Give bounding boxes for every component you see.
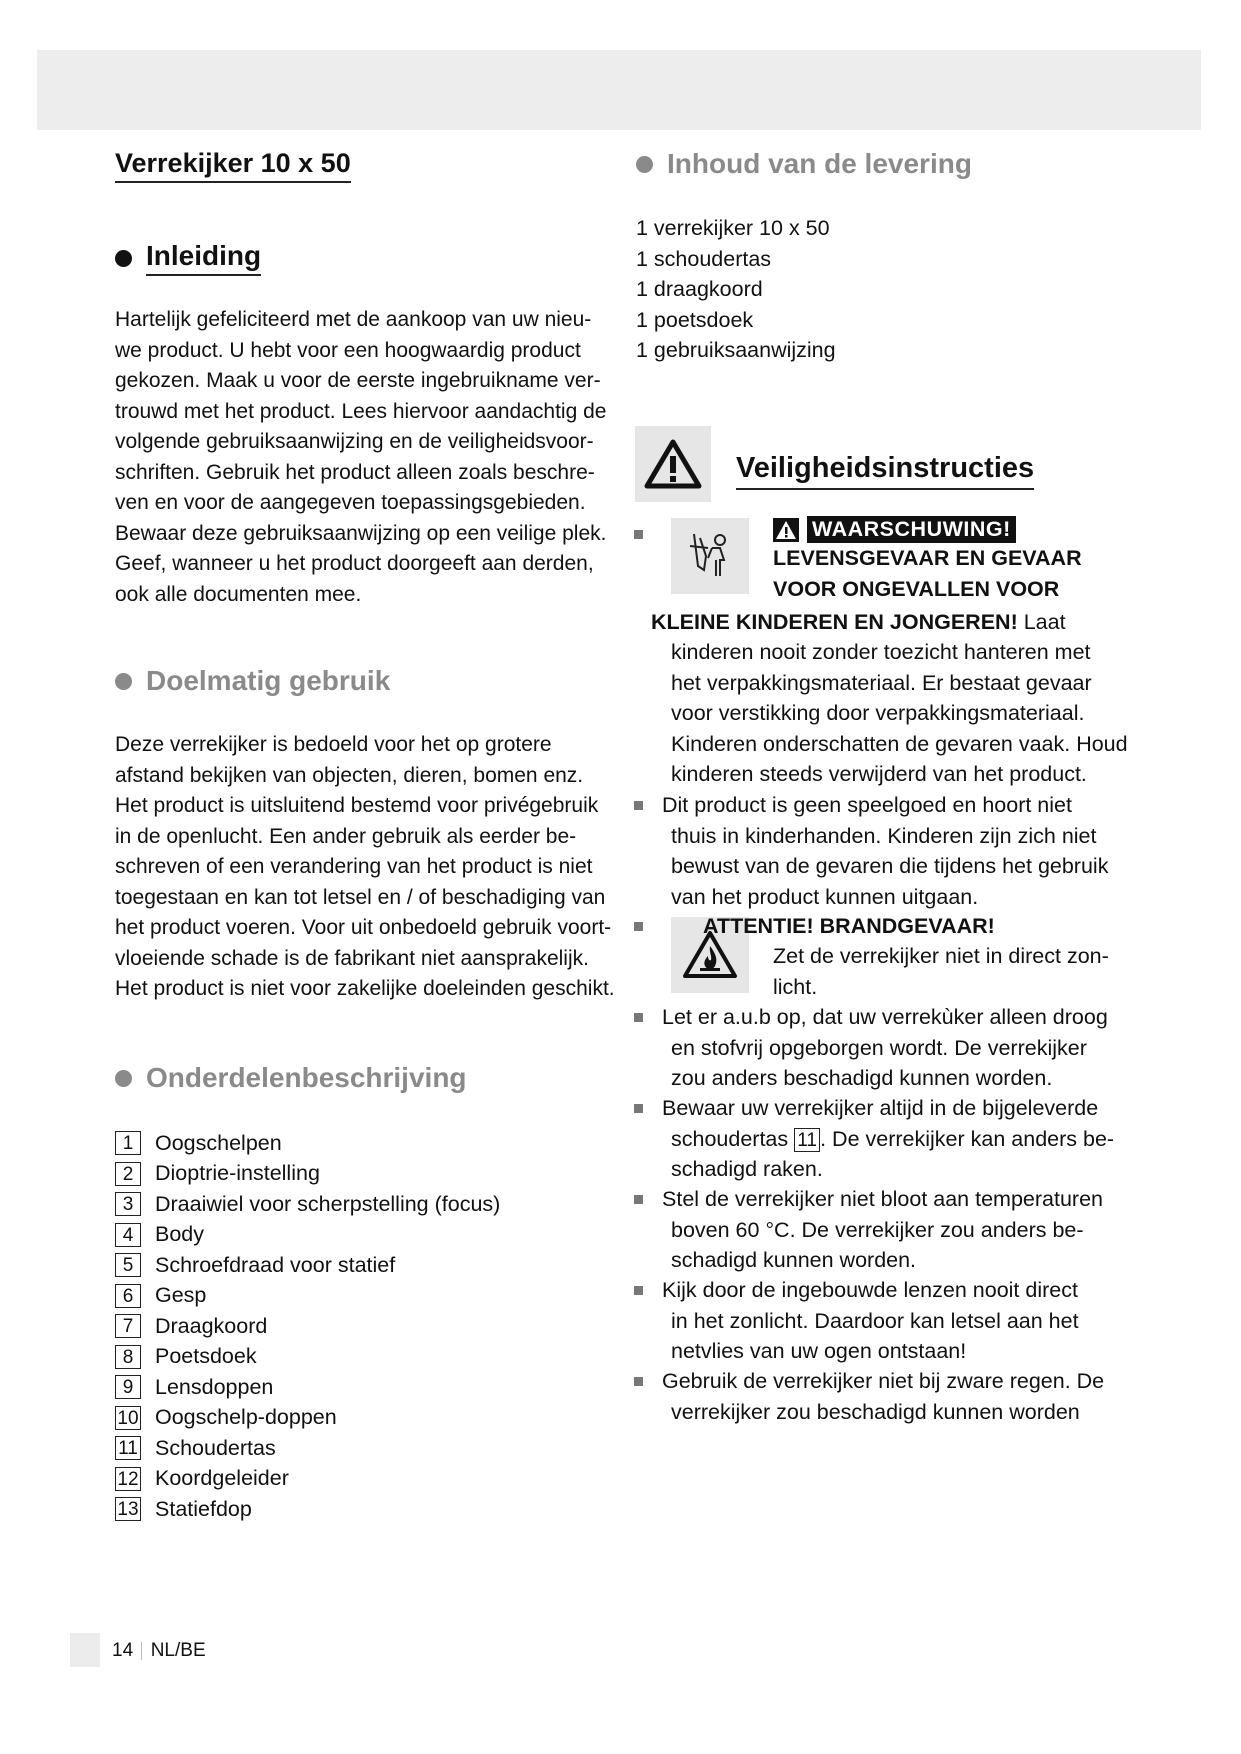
delivery-heading: Inhoud van de levering xyxy=(636,148,972,180)
bullet-square-icon xyxy=(634,801,643,810)
bullet-square-icon xyxy=(634,1013,643,1022)
warning-badge: WAARSCHUWING! xyxy=(807,516,1016,543)
intro-heading: Inleiding xyxy=(115,240,261,276)
list-item: 1 draagkoord xyxy=(636,277,763,301)
list-item: 6 Gesp xyxy=(115,1281,500,1312)
list-item: 5 Schroefdraad voor statief xyxy=(115,1250,500,1281)
list-item: 1 Oogschelpen xyxy=(115,1128,500,1159)
rain-text: Gebruik de verrekijker niet bij zware regen. De verrekijker zou beschadigd kunnen worden xyxy=(662,1369,1105,1424)
list-item: 3 Draaiwiel voor scherpstelling (focus) xyxy=(115,1189,500,1220)
bullet-icon xyxy=(115,1070,132,1087)
bullet-square-icon xyxy=(634,1195,643,1204)
intro-text: Hartelijk gefeliciteerd met de aankoop van uw nieu- we product. U hebt voor een hoogwaardig product gekozen. Maak u voor de eerste ingebruikname ver- trouwd met het product. Lees hiervoor aandachtig de volgende gebruiksaanwijzing en de veiligheidsvoor- schriften. Gebruik het product alleen zoals beschre- ven en voor de aangegeven toepassingsgebieden. Bewaar deze gebruiksaanwijzing op een veilige plek. Geef, wanneer u het product doorgeeft aan derden, ook alle documenten mee. xyxy=(115,308,607,606)
warning-text: kinderen nooit zonder toezicht hanteren met het verpakkingsmateriaal. Er bestaat gevaar voor verstikking door verpakkingsmateriaal. Kinderen onderschatten de gevaren vaak. Houd kinderen steeds verwijderd van het product. xyxy=(671,640,1128,786)
bullet-square-icon xyxy=(634,1377,643,1386)
intended-use-text: Deze verrekijker is bedoeld voor het op grotere afstand bekijken van objecten, dieren, bomen enz. Het product is uitsluitend bestemd voor privégebruik in de openlucht. Een ander gebruik als eerder be- schreven of een verandering van het product is niet toegestaan en kan tot letsel en / of beschadiging van het product voeren. Voor uit onbedoeld gebruik voort- vloeiende schade is de fabrikant niet aansprakelijk. Het product is niet voor zakelijke doeleinden geschikt. xyxy=(115,733,615,1000)
warning-triangle-icon xyxy=(635,426,711,502)
bullet-icon xyxy=(636,156,653,173)
parts-heading: Onderdelenbeschrijving xyxy=(115,1062,467,1094)
list-item: 13 Statiefdop xyxy=(115,1494,500,1525)
dry-text: Let er a.u.b op, dat uw verrekùker alleen droog en stofvrij opgeborgen wordt. De verrekijker zou anders beschadigd kunnen worden. xyxy=(662,1005,1108,1090)
fire-text: Zet de verrekijker niet in direct zon- licht. xyxy=(773,944,1109,999)
delivery-list xyxy=(636,213,836,366)
list-item: 1 gebruiksaanwijzing xyxy=(636,338,836,362)
warning-block: WAARSCHUWING! LEVENSGEVAAR EN GEVAAR VOOR ONGEVALLEN VOOR xyxy=(773,517,1082,601)
page-number: 14 xyxy=(112,1640,134,1661)
list-item: 1 verrekijker 10 x 50 xyxy=(636,216,830,240)
page-footer xyxy=(112,1640,206,1662)
header-band xyxy=(37,50,1201,130)
warning-line: KLEINE KINDEREN EN JONGEREN! Laat xyxy=(651,610,1066,634)
bullet-square-icon xyxy=(634,922,643,931)
warning-icon xyxy=(773,518,799,542)
bullet-square-icon xyxy=(634,1286,643,1295)
bullet-icon xyxy=(115,250,132,267)
parts-list xyxy=(115,1128,500,1525)
list-item: 1 poetsdoek xyxy=(636,307,754,332)
bag-text: Bewaar uw verrekijker altijd in de bijgeleverde schoudertas 11 . De verrekijker kan anders be- schadigd raken. xyxy=(662,1096,1115,1181)
list-item: 1 schoudertas xyxy=(636,246,772,271)
list-item: 4 Body xyxy=(115,1220,500,1251)
toy-text: Dit product is geen speelgoed en hoort niet thuis in kinderhanden. Kinderen zijn zich niet bewust van de gevaren die tijdens het gebruik van het product kunnen uitgaan. xyxy=(662,793,1109,909)
list-item: 7 Draagkoord xyxy=(115,1311,500,1342)
list-item: 8 Poetsdoek xyxy=(115,1342,500,1373)
list-item: 11 Schoudertas xyxy=(115,1433,500,1464)
language-code: NL/BE xyxy=(150,1640,206,1661)
footer-marker xyxy=(70,1633,100,1667)
bullet-square-icon xyxy=(634,530,643,539)
safety-heading: Veiligheidsinstructies xyxy=(736,452,1034,490)
list-item: 12 Koordgeleider xyxy=(115,1464,500,1495)
temp-text: Stel de verrekijker niet bloot aan temperaturen boven 60 °C. De verrekijker zou anders be- schadigd kunnen worden. xyxy=(662,1187,1103,1272)
sun-text: Kijk door de ingebouwde lenzen nooit direct in het zonlicht. Daardoor kan letsel aan het netvlies van uw ogen ontstaan! xyxy=(662,1278,1079,1363)
bullet-square-icon xyxy=(634,1104,643,1113)
fire-heading: ATTENTIE! BRANDGEVAAR! xyxy=(703,914,995,938)
intended-use-heading: Doelmatig gebruik xyxy=(115,665,390,697)
list-item: 2 Dioptrie-instelling xyxy=(115,1159,500,1190)
list-item: 9 Lensdoppen xyxy=(115,1372,500,1403)
child-warning-icon xyxy=(671,518,749,594)
list-item: 10 Oogschelp-doppen xyxy=(115,1403,500,1434)
page-title: Verrekijker 10 x 50 xyxy=(115,148,351,183)
bullet-icon xyxy=(115,673,132,690)
